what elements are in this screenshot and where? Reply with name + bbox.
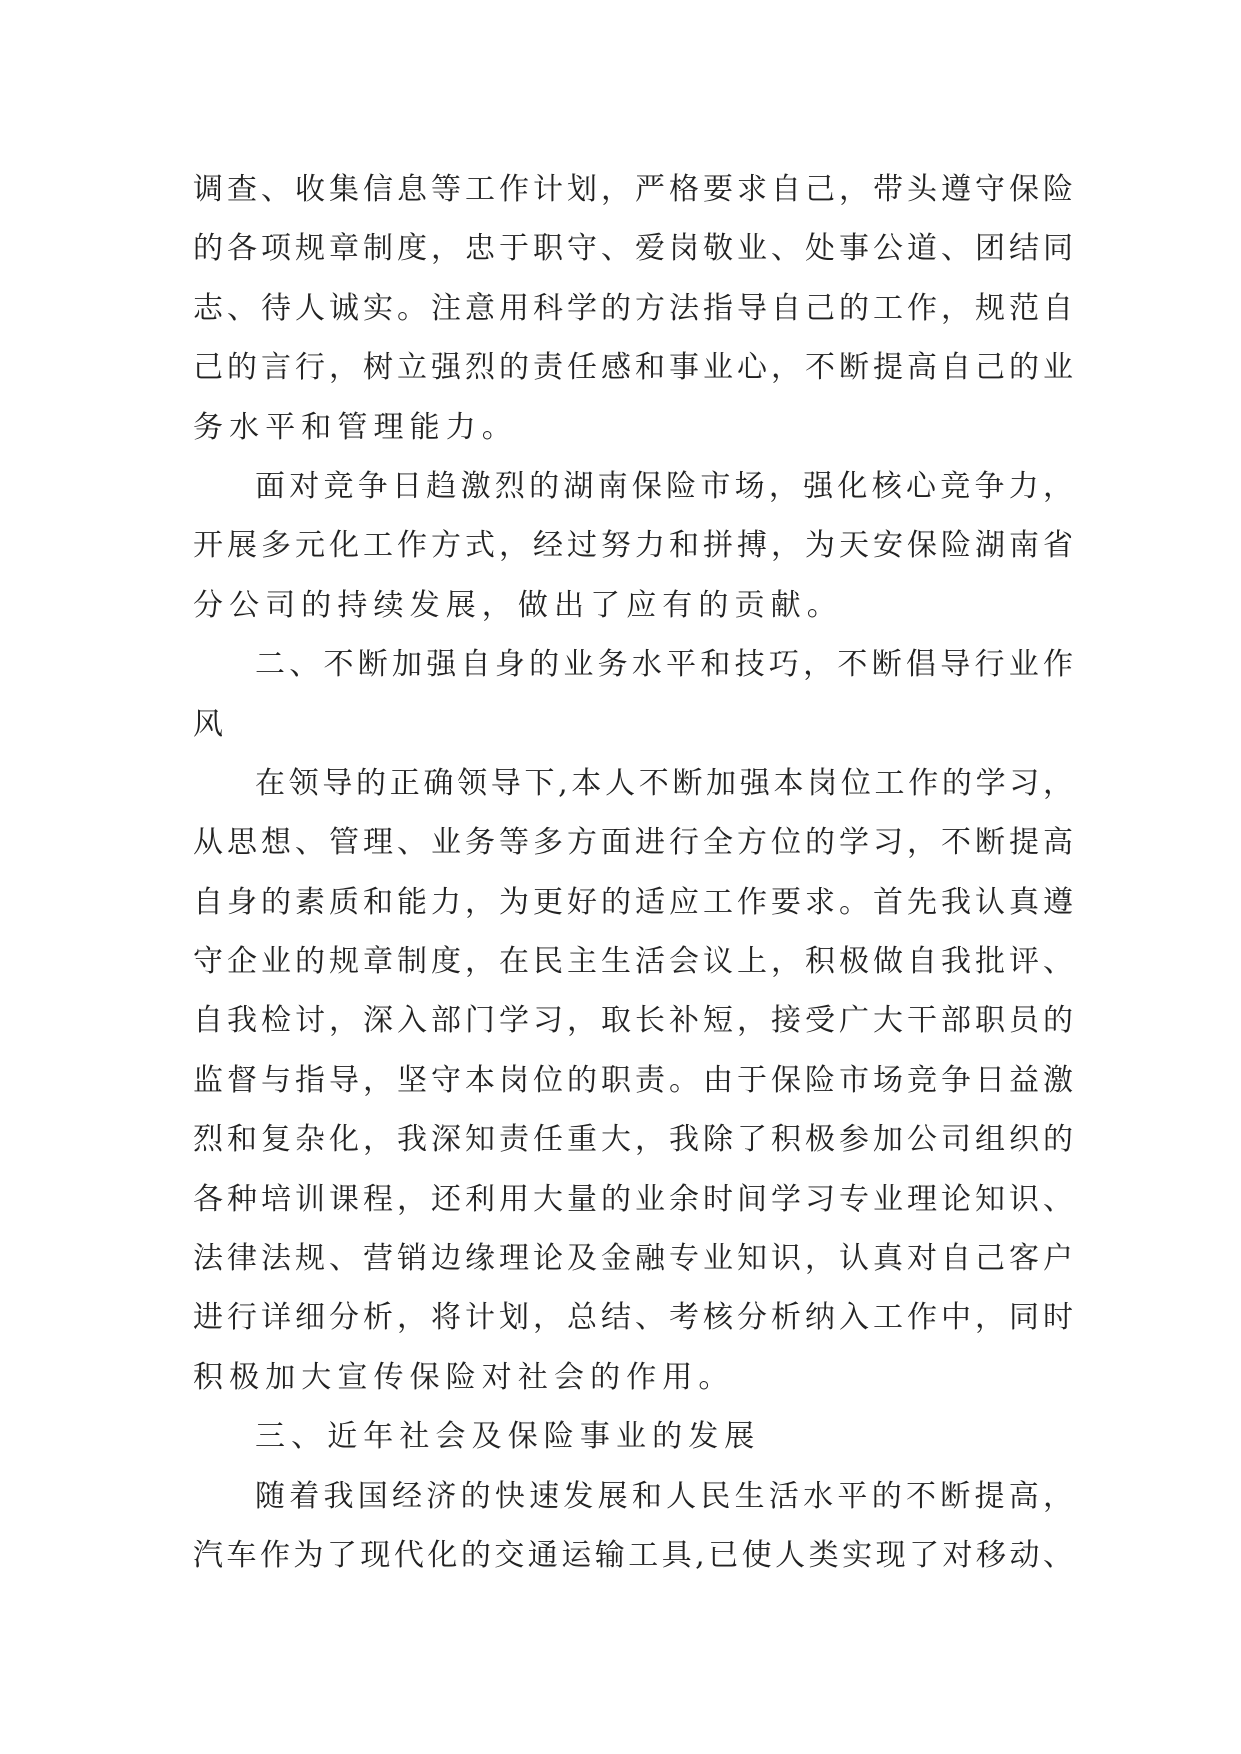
text-line: 己的言行，树立强烈的责任感和事业心，不断提高自己的业 xyxy=(193,350,1073,386)
text-line: 调查、收集信息等工作计划，严格要求自己，带头遵守保险 xyxy=(193,172,1073,207)
text-line: 的各项规章制度，忠于职守、爱岗敬业、处事公道、团结同 xyxy=(193,231,1073,267)
text-line: 开展多元化工作方式，经过努力和拼搏，为天安保险湖南省 xyxy=(193,528,1073,564)
text-line: 务水平和管理能力。 xyxy=(193,409,518,445)
section-heading-2-continued: 风 xyxy=(193,706,230,742)
paragraph-first-line: 在领导的正确领导下,本人不断加强本岗位工作的学习， xyxy=(255,765,1073,801)
text-line: 积极加大宣传保险对社会的作用。 xyxy=(193,1359,735,1395)
text-line: 自我检讨，深入部门学习，取长补短，接受广大干部职员的 xyxy=(193,1003,1073,1039)
text-line: 监督与指导，坚守本岗位的职责。由于保险市场竞争日益激 xyxy=(193,1062,1073,1098)
text-line: 烈和复杂化，我深知责任重大，我除了积极参加公司组织的 xyxy=(193,1122,1073,1158)
text-line: 法律法规、营销边缘理论及金融专业知识，认真对自己客户 xyxy=(193,1241,1073,1277)
text-line: 汽车作为了现代化的交通运输工具,已使人类实现了对移动、 xyxy=(193,1537,1073,1573)
text-line: 分公司的持续发展，做出了应有的贡献。 xyxy=(193,587,843,623)
paragraph-first-line: 随着我国经济的快速发展和人民生活水平的不断提高， xyxy=(255,1478,1073,1514)
text-line: 各种培训课程，还利用大量的业余时间学习专业理论知识、 xyxy=(193,1181,1073,1217)
text-line: 守企业的规章制度，在民主生活会议上，积极做自我批评、 xyxy=(193,944,1073,980)
paragraph-first-line: 面对竞争日趋激烈的湖南保险市场，强化核心竞争力， xyxy=(255,468,1073,504)
text-line: 自身的素质和能力，为更好的适应工作要求。首先我认真遵 xyxy=(193,884,1073,920)
text-line: 从思想、管理、业务等多方面进行全方位的学习，不断提高 xyxy=(193,825,1073,861)
section-heading-3: 三、近年社会及保险事业的发展 xyxy=(255,1419,761,1455)
text-line: 志、待人诚实。注意用科学的方法指导自己的工作，规范自 xyxy=(193,290,1073,326)
body-text xyxy=(193,160,1073,1585)
text-line: 进行详细分析，将计划，总结、考核分析纳入工作中，同时 xyxy=(193,1300,1073,1336)
section-heading-2: 二、不断加强自身的业务水平和技巧，不断倡导行业作 xyxy=(255,647,1073,683)
